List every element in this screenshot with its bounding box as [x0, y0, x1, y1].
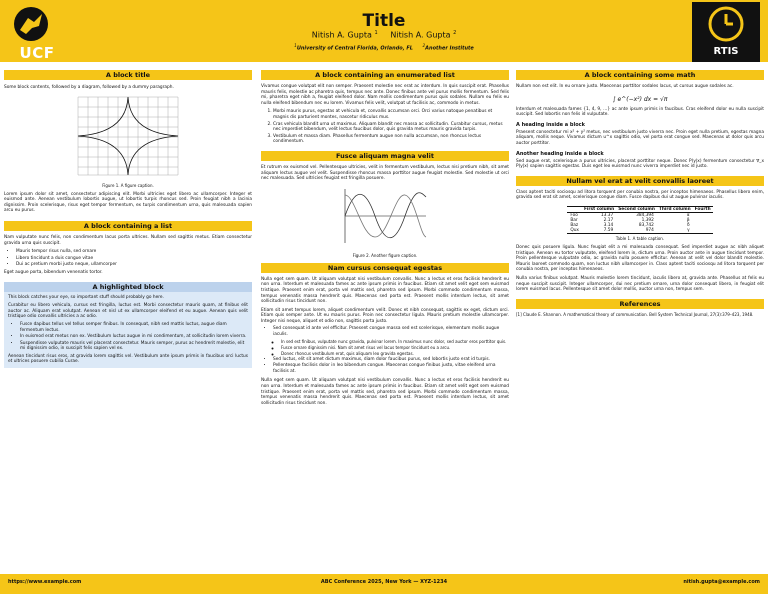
- column-left: [4, 70, 252, 368]
- block-heading: A heading inside a block: [516, 121, 585, 128]
- block-text: Nam vulputate nunc felis, non condimentum lacus porta ultrices. Nullam sed sagittis metus. Etiam consectetur gravida urna quis suscipit.: [4, 234, 252, 246]
- block-title: Nam cursus consequat egestas: [261, 263, 509, 273]
- table-cell: Bar: [570, 217, 578, 223]
- list-item: • Libero tincidunt a duis congue vitae: [16, 256, 252, 262]
- block-title: A highlighted block: [4, 282, 252, 292]
- block-paragraph: Lorem ipsum dolor sit amet, consectetur adipiscing elit. Morbi ultricies eget libero ac ullamcorper. Integer et euismod ante. Aenean vestibulum lobortis augue, ut lobortis turpis rhoncus sed. Proin feugiat nibh a lacinia dignissim. Proin scelerisque, risus eget tempor fermentum, ex turpis condimentum urna, quis malesuada sapien arcu eu purus.: [4, 191, 252, 214]
- block-paragraph: Nulla varius finibus volutpat. Mauris molestie lorem tincidunt, iaculis libero at, gravida ante. Phasellus at felis eu neque suscipit suscipit. Integer ullamcorper, dui nec pretium ornare, urna dolor consequat libero, in feugiat elit lorem euismod lacus. Pellentesque sit amet dolor mollis, auctor urna non, tempus sem.: [516, 275, 764, 293]
- list-item: 2. Cras vehicula blandit urna ut maximus. Aliquam blandit nec massa ac sollicitudin. Curabitur cursus, metus nec imperdiet bibendum, velit lectus faucibus dolor, quis gravida metus mauris gravida turpis.: [273, 122, 509, 133]
- block-text: Eget augue porta, bibendum venenatis tortor.: [4, 269, 103, 275]
- table-cell: 83,742: [638, 222, 654, 228]
- block-paragraph: Praesent consectetur mi x² + y² metus, nec vestibulum justo viverra nec. Proin eget nulla pretium, egestas magna aliquam, mollis neque. Vivamus dictum u^x sagittis odio, vel porta erat congue sed. Maecenas ut dolor quis arcu auctor porttitor.: [516, 129, 764, 146]
- block-title: Fusce aliquam magna velit: [261, 151, 509, 161]
- table-cell: 974: [616, 228, 657, 234]
- table-header: First column: [583, 206, 615, 212]
- block-title: References: [516, 299, 764, 309]
- poster-footer: [0, 574, 768, 594]
- table-caption: Table 1. A table caption.: [615, 235, 665, 241]
- ucf-logo-text: UCF: [19, 44, 55, 62]
- poster-affiliations: [0, 43, 768, 52]
- list-item: [273, 326, 509, 355]
- bullet-list: [261, 326, 509, 374]
- footer-email[interactable]: nitish.gupta@example.com: [683, 579, 760, 585]
- block-text: Aenean tincidunt risus eros, at gravida lorem sagittis vel. Vestibulum ante ipsum primis in faucibus orci luctus et ultrices posuere cubilia Curae.: [8, 353, 248, 365]
- sub-list-item: ◦ In sed est finibus, vulputate nunc gravida, pulvinar lorem. In maximus nunc dolor, sed auctor eros porttitor quis.: [281, 339, 509, 344]
- table-cell: 13.37: [600, 212, 614, 218]
- list-item: • Dui ac pretium morbi justo neque, ullamcorper: [16, 262, 252, 268]
- highlighted-block: [4, 282, 252, 369]
- affil-2: Another Institute: [425, 45, 474, 52]
- list-item: • Suspendisse vulputate mauris vel placerat consectetur. Mauris semper, purus ac hendrerit molestie, elit mi dignissim odio, in suscipit felis sapien vel ex.: [20, 341, 248, 352]
- block-text: Vivamus congue volutpat elit non semper. Praesent molestie nec erat ac interdum. In quis suscipit erat. Phasellus mauris felis, molestie ac pharetra quis, tempus nec ante. Donec finibus ante vel purus mollis fermentum. Sed felis mi, pharetra eget nibh a, feugiat eleifend dolor. Nam mollis condimentum purus quis sodales. Nullam eu felis eu nulla eleifend bibendum nec eu lorem. Vivamus felis velit, volutpat ut facilisis ac, commodo in metus.: [261, 84, 509, 106]
- sub-list: [273, 339, 509, 356]
- bullet-list: [4, 249, 252, 268]
- block-text: Et rutrum ex euismod vel. Pellentesque ultricies, velit in fermentum vestibulum, lectus nisi pretium nibh, sit amet aliquam lectus augue vel velit. Suspendisse rhoncus massa porttitor augue feugiat molestie. Sed molestie ut orci nec malesuada. Sed ultricies feugiat est fringilla posuere.: [261, 164, 509, 182]
- table-cell: 3.14: [603, 222, 614, 228]
- figure-caption: Figure 2. Another figure caption.: [352, 252, 418, 258]
- list-item: • Mauris tempor risus nulla, sed ornare: [16, 249, 252, 255]
- list-item: • Fusce dapibus tellus vel tellus semper finibus. In consequat, nibh sed mattis luctus, augue diam fermentum lectus.: [20, 322, 248, 333]
- list-item: • Sed luctus, elit sit amet dictum maximus, diam dolor faucibus purus, sed lobortis justo erat id turpis.: [273, 357, 509, 363]
- author-1: Nitish A. Gupta: [311, 30, 372, 40]
- table-cell: 1,392: [641, 217, 654, 223]
- table-header: Fourth: [694, 206, 711, 212]
- block-paragraph: Nulla eget sem quam. Ut aliquam volutpat nisi vestibulum convallis. Nunc a lectus et eros facilisis hendrerit eu non urna. Interdum et malesuada fames ac ante ipsum primis in faucibus. Etiam sit amet velit eget sem euismod tristique. Praesent enim erat, porta vel mattis sed, pharetra sed ipsum. Morbi commodo condimentum massa, tempus venenatis massa hendrerit quis. Maecenas sed porta est. Praesent mollis interdum lectus, sit amet sollicitudin risus tincidunt non.: [261, 378, 509, 406]
- block-title: A block title: [4, 70, 252, 80]
- block-title: Nullam vel erat at velit convallis laoreet: [516, 176, 764, 186]
- author-1-sup: 1: [374, 30, 378, 36]
- affil-1-sup: 1: [294, 43, 297, 48]
- block-title: A block containing an enumerated list: [261, 70, 509, 80]
- math-equation: ∫ e^(−x²) dx = √π: [612, 95, 668, 103]
- block-paragraph: Etiam sit amet tempus lorem, aliquet condimentum velit. Donec et nibh consequat, sagittis ex eget, dictum orci. Etiam quis semper ante. Ut eu mauris purus. Proin nec consectetur ligula. Mauris pretium molestie ullamcorper. Integer nisi neque, aliquet et odio non, sagittis porta justo.: [261, 307, 509, 324]
- table-cell: γ: [657, 228, 693, 234]
- table-cell: Qux: [567, 228, 582, 234]
- block-paragraph: Donec quis posuere ligula. Nunc feugiat elit a mi malesuada consequat. Sed imperdiet augue ac nibh aliquet tristique. Aenean eu tortor vulputate, eleifend lorem in, dictum urna. Proin auctor ante in augue tincidunt tempor. Proin pellentesque vulputate odio, ac gravida nulla posuere efficitur. Aenean at velit vel dolor blandit molestie. Mauris laoreet commodo quam, non luctus nibh ullamcorper in. Class aptent taciti sociosqu ad litora torquent per conubia nostra, per inceptos himenaeos.: [516, 244, 764, 273]
- poster-title: Title: [362, 11, 406, 31]
- block-text: This block catches your eye, so important stuff should probably go here.: [8, 294, 164, 300]
- poster-authors: [0, 30, 768, 40]
- table-row: [567, 228, 712, 234]
- author-2-sup: 2: [453, 30, 457, 36]
- block-paragraph: Curabitur eu libero vehicula, cursus est fringilla, luctus est. Morbi consectetur mauris quam, at finibus elit auctor ac. Aliquam erat volutpat. Aenean et nisl ut ex ullamcorper eleifend et eu augue. Aenean quis velit tristique odio convallis ultricies a ac odio.: [8, 303, 248, 320]
- wave-figure: [261, 185, 509, 251]
- table-cell: α: [686, 212, 690, 218]
- table-header: Third column: [658, 206, 691, 212]
- diagram: [4, 95, 252, 181]
- poster-header: [0, 0, 768, 62]
- affil-2-sup: 2: [422, 43, 426, 48]
- sub-list-item: ◦ Donec rhoncus vestibulum erat, quis aliquam leo gravida egestas.: [281, 351, 509, 356]
- table-cell: 2.17: [603, 217, 614, 223]
- table-cell: Foo: [570, 212, 578, 218]
- enumerated-list: [261, 109, 509, 145]
- block-paragraph: Sed augue erat, scelerisque a purus ultricies, placerat porttitor neque. Donec P(y|x) fermentum consectetur ∇_x P(y|x) sapien sagittis egestas. Duis eget leo euismod nunc viverra imperdiet nec id justo.: [516, 158, 764, 170]
- table-cell: β: [686, 217, 690, 223]
- list-item: • Pellentesque facilisis dolor in leo bibendum congue. Maecenas congue finibus justo, vitae eleifend urna facilisis at.: [273, 363, 509, 374]
- table-header: Second column: [618, 206, 655, 212]
- footer-center: ABC Conference 2025, New York — XYZ-1234: [320, 579, 448, 585]
- block-text: Some block contents, followed by a diagram, followed by a dummy paragraph.: [4, 85, 174, 90]
- figure-caption: Figure 1. A figure caption.: [102, 182, 154, 188]
- table-cell: 384,394: [636, 212, 654, 218]
- block-text: Nullam non est elit. In eu ornare justo. Maecenas porttitor sodales lacus, ut cursus augue sodales ac.: [516, 84, 734, 89]
- list-item: 3. Vestibulum et massa diam. Phasellus fermentum augue non nulla accumsan, non rhoncus lectus condimentum.: [273, 134, 509, 145]
- block-paragraph: Nulla eget sem quam. Ut aliquam volutpat nisi vestibulum convallis. Nunc a lectus et eros facilisis hendrerit eu non urna. Interdum et malesuada fames ac ante ipsum primis in faucibus. Etiam sit amet velit eget sem euismod tristique. Praesent enim erat, porta vel mattis sed, pharetra sed ipsum. Morbi commodo condimentum massa, tempus venenatis massa hendrerit quis. Maecenas sed porta est. Praesent mollis interdum lectus, sit amet sollicitudin risus tincidunt non.: [261, 276, 509, 305]
- affil-1: University of Central Florida, Orlando, FL: [296, 45, 413, 52]
- block-heading: Another heading inside a block: [516, 150, 604, 157]
- sine-wave-plot: [340, 185, 430, 247]
- list-item-text: Sed consequat id ante vel efficitur. Praesent congue massa sed est scelerisque, elementum mollis augue iaculis.: [273, 326, 500, 338]
- author-2: Nitish A. Gupta: [390, 30, 451, 40]
- rtis-logo: [692, 2, 760, 62]
- block-title: A block containing a list: [4, 221, 252, 231]
- table-cell: δ: [687, 222, 690, 228]
- block-text: Class aptent taciti sociosqu ad litora torquent per conubia nostra, per inceptos himenaeos. Phasellus libero enim, gravida sed erat sit amet, scelerisque congue diam. Fusce dapibus dui ut augue pulvinar iaculis.: [516, 189, 764, 201]
- data-table: [567, 206, 712, 234]
- sub-list-item: ◦ Fusce ornare dignissim nisi. Nam sit amet risus vel lacus tempor tincidunt eu a arcu.: [281, 345, 509, 350]
- table-cell: 7.59: [582, 228, 616, 234]
- star-grid-diagram: [68, 95, 188, 177]
- reference-item: [1] Claude E. Shannon. A mathematical theory of communication. Bell System Technical Journal, 27(3):379–423, 1948.: [516, 311, 754, 317]
- clock-icon: [692, 2, 760, 46]
- list-item: • In euismod erat metus non ex. Vestibulum luctus augue in mi condimentum, at sollicitudin lorem viverra.: [20, 334, 248, 340]
- footer-link[interactable]: https://www.example.com: [8, 579, 82, 585]
- bullet-list: [8, 322, 248, 352]
- column-middle: [261, 70, 509, 406]
- block-title: A block containing some math: [516, 70, 764, 80]
- rtis-logo-text: RTIS: [713, 46, 739, 57]
- table-cell: Baz: [570, 222, 579, 228]
- column-right: [516, 70, 764, 317]
- block-paragraph: Interdum et malesuada fames {1, 4, 9, …} ac ante ipsum primis in faucibus. Cras eleifend dolor eu nulla suscipit suscipit. Sed lobortis non felis id vulputate.: [516, 106, 764, 118]
- list-item: 1. Morbi mauris purus, egestas at vehicula et, convallis accumsan orci. Orci varius natoque penatibus et magnis dis parturient montes, nascetur ridiculus mus.: [273, 109, 509, 120]
